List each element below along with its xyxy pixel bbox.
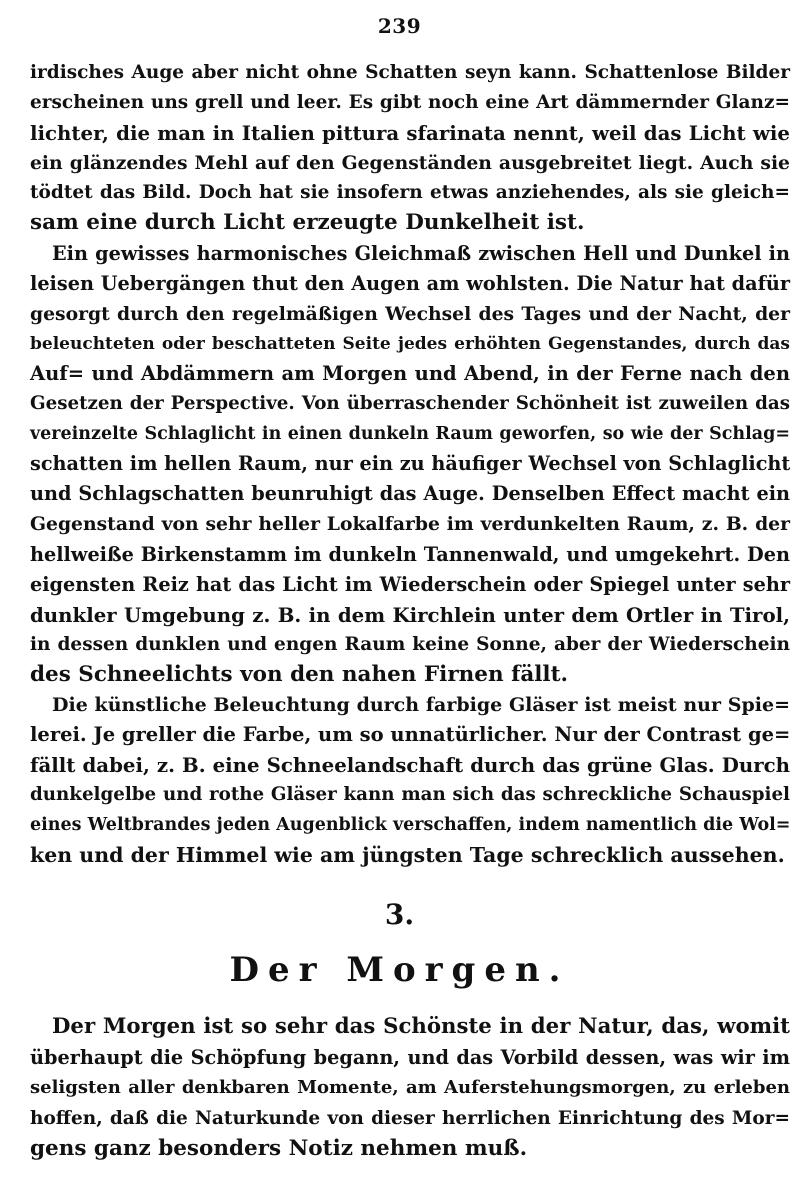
paragraph-1 xyxy=(30,58,790,239)
paragraph-2 xyxy=(30,239,790,690)
text-line: schatten im hellen Raum, nur ein zu häufiger Wechsel von Schlaglicht xyxy=(30,452,791,476)
body-text xyxy=(30,58,790,871)
text-line: dunkler Umgebung z. B. in dem Kirchlein unter dem Ortler in Tirol, xyxy=(30,602,790,627)
text-line: des Schneelichts von den nahen Firnen fällt. xyxy=(30,661,569,687)
text-line: gens ganz besonders Notiz nehmen muß. xyxy=(30,1136,528,1161)
text-line: seligsten aller denkbaren Momente, am Auferstehungsmorgen, zu erleben xyxy=(30,1077,790,1098)
text-line: gesorgt durch den regelmäßigen Wechsel des Tages und der Nacht, der xyxy=(30,302,790,325)
text-line: Auf= und Abdämmern am Morgen und Abend, in der Ferne nach den xyxy=(30,361,790,385)
text-line: eigensten Reiz hat das Licht im Wiederschein oder Spiegel unter sehr xyxy=(30,572,790,596)
text-line: Gegenstand von sehr heller Lokalfarbe im verdunkelten Raum, z. B. der xyxy=(30,513,790,536)
text-line: sam eine durch Licht erzeugte Dunkelheit ist. xyxy=(30,210,585,236)
text-line: irdisches Auge aber nicht ohne Schatten seyn kann. Schattenlose Bilder xyxy=(30,62,790,83)
text-line: hoffen, daß die Naturkunde von dieser herrlichen Einrichtung des Mor= xyxy=(30,1107,790,1129)
text-line: leisen Uebergängen thut den Augen am wohlsten. Die Natur hat dafür xyxy=(30,271,790,295)
text-line: ein glänzendes Mehl auf den Gegenständen ausgebreitet liegt. Auch sie xyxy=(30,152,790,175)
text-line: lerei. Je greller die Farbe, um so unnatürlicher. Nur der Contrast ge= xyxy=(30,723,791,747)
text-line: Der Morgen ist so sehr das Schönste in der Natur, das, womit xyxy=(52,1014,790,1039)
text-line: überhaupt die Schöpfung begann, und das Vorbild dessen, was wir im xyxy=(30,1045,790,1069)
text-line: Gesetzen der Perspective. Von überraschender Schönheit ist zuweilen das xyxy=(30,393,790,415)
text-line: hellweiße Birkenstamm im dunkeln Tannenwald, und umgekehrt. Den xyxy=(30,542,790,566)
page-number: 239 xyxy=(377,14,422,38)
section-number: 3. xyxy=(384,898,415,931)
paragraph-3 xyxy=(30,690,790,871)
text-line: Die künstliche Beleuchtung durch farbige Gläser ist meist nur Spie= xyxy=(52,693,790,716)
text-line: dunkelgelbe und rothe Gläser kann man sich das schreckliche Schauspiel xyxy=(30,784,790,806)
text-line: erscheinen uns grell und leer. Es gibt noch eine Art dämmernder Glanz= xyxy=(30,92,790,114)
text-line: lichter, die man in Italien pittura sfarinata nennt, weil das Licht wie xyxy=(30,121,790,146)
text-line: eines Weltbrandes jeden Augenblick verschaffen, indem namentlich die Wol= xyxy=(30,815,791,836)
text-line: ken und der Himmel wie am jüngsten Tage schrecklich aussehen. xyxy=(30,843,785,868)
text-line: und Schlagschatten beunruhigt das Auge. Denselben Effect macht ein xyxy=(30,482,790,506)
text-line: Ein gewisses harmonisches Gleichmaß zwischen Hell und Dunkel in xyxy=(52,241,790,265)
text-line: in dessen dunklen und engen Raum keine Sonne, aber der Wiederschein xyxy=(30,633,790,655)
text-line: beleuchteten oder beschatteten Seite jedes erhöhten Gegenstandes, durch das xyxy=(30,333,790,354)
text-line: vereinzelte Schlaglicht in einen dunkeln Raum geworfen, so wie der Schlag= xyxy=(30,424,790,445)
text-line: fällt dabei, z. B. eine Schneelandschaft durch das grüne Glas. Durch xyxy=(30,753,790,778)
text-line: tödtet das Bild. Doch hat sie insofern etwas anziehendes, als sie gleich= xyxy=(30,182,790,204)
section-text xyxy=(30,1012,790,1165)
section-title: Der Morgen. xyxy=(229,950,570,990)
